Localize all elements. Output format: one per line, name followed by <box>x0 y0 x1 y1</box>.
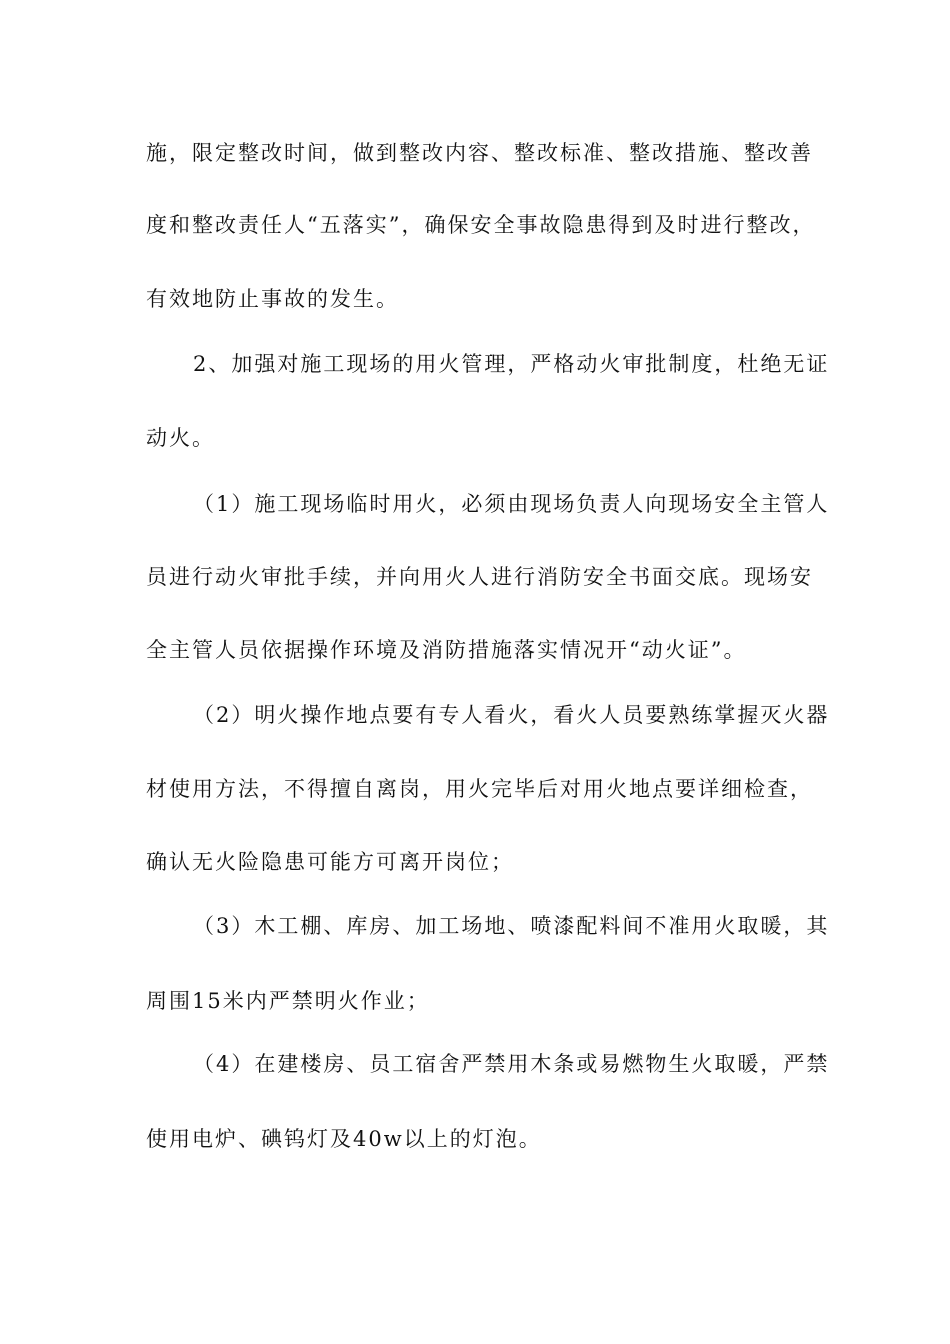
item-3-start: （3）木工棚、库房、加工场地、喷漆配料间不准用火取暖，其 <box>193 914 830 938</box>
text-line: 施，限定整改时间，做到整改内容、整改标准、整改措施、整改善 <box>146 141 813 165</box>
text-line: 员进行动火审批手续，并向用火人进行消防安全书面交底。现场安 <box>146 565 813 589</box>
text-line: 度和整改责任人“五落实”，确保安全事故隐患得到及时进行整改， <box>146 213 816 237</box>
text-line: 使用电炉、碘钨灯及40w以上的灯泡。 <box>146 1127 542 1151</box>
text-line: 确认无火险隐患可能方可离开岗位； <box>146 850 514 874</box>
item-4-start: （4）在建楼房、员工宿舍严禁用木条或易燃物生火取暖，严禁 <box>193 1052 830 1076</box>
text-line: 周围15米内严禁明火作业； <box>146 989 430 1013</box>
item-2-start: （2）明火操作地点要有专人看火，看火人员要熟练掌握灭火器 <box>193 703 830 727</box>
text-line: 有效地防止事故的发生。 <box>146 287 399 311</box>
text-line: 材使用方法，不得擅自离岗，用火完毕后对用火地点要详细检查， <box>146 777 813 801</box>
text-line: 全主管人员依据操作环境及消防措施落实情况开“动火证”。 <box>146 638 747 662</box>
item-1-start: （1）施工现场临时用火，必须由现场负责人向现场安全主管人 <box>193 492 830 516</box>
text-line: 动火。 <box>146 426 215 450</box>
paragraph-2-start: 2、加强对施工现场的用火管理，严格动火审批制度，杜绝无证 <box>193 352 830 376</box>
